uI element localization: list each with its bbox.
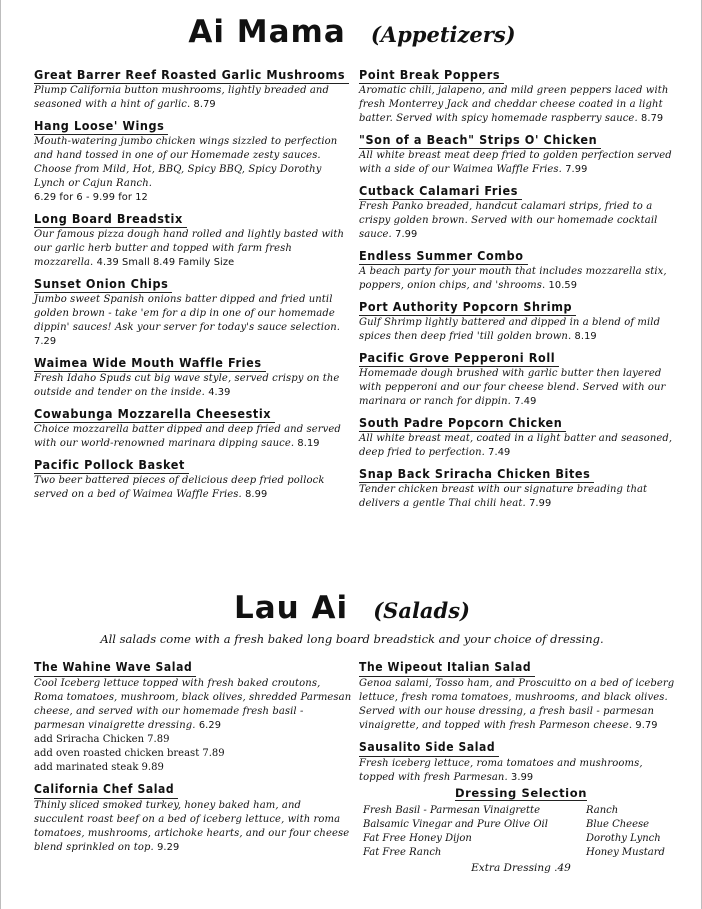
menu-item	[34, 352, 352, 400]
menu-item	[359, 64, 681, 126]
item-name: Sunset Onion Chips	[34, 275, 172, 293]
item-name: Great Barrer Reef Roasted Garlic Mushrooms	[34, 66, 349, 84]
item-name: Cutback Calamari Fries	[359, 182, 522, 200]
item-desc: Fresh iceberg lettuce, roma tomatoes and mushrooms, topped with fresh Parmesan.	[359, 758, 643, 783]
menu-item	[34, 208, 352, 270]
addon: add marinated steak 9.89	[34, 762, 164, 773]
item-desc: A beach party for your mouth that includes mozzarella stix, poppers, onion chips, and 'shrooms.	[359, 266, 667, 291]
salads-note: All salads come with a fresh baked long board breadstick and your choice of dressing.	[100, 632, 604, 646]
item-desc: Mouth-watering jumbo chicken wings sizzled to perfection and hand tossed in one of our Homemade zesty sauces. Choose from Mild, Hot, BBQ, Spicy BBQ, Spicy Dorothy Lynch or Cajun Ranch.	[34, 136, 338, 189]
menu-item	[34, 273, 352, 349]
salads-title	[1, 590, 702, 626]
item-price: 7.99	[565, 164, 588, 175]
item-desc: Our famous pizza dough hand rolled and lightly basted with our garlic herb butter and topped with farm fresh mozzarella.	[34, 229, 345, 268]
item-price: 6.29	[198, 720, 222, 731]
dressing-selection	[361, 786, 681, 874]
item-name: The Wahine Wave Salad	[34, 659, 196, 677]
item-desc: Thinly sliced smoked turkey, honey baked ham, and succulent roast beef on a bed of iceberg lettuce, with roma tomatoes, mushrooms, artichoke hearts, and our four cheese blend sprinkled on top.	[34, 800, 350, 853]
item-name: Pacific Grove Pepperoni Roll	[359, 349, 559, 367]
item-name: Port Authority Popcorn Shrimp	[359, 298, 576, 316]
item-price: 4.39	[208, 387, 231, 398]
item-name: Endless Summer Combo	[359, 247, 528, 265]
salads-right-column	[359, 656, 681, 788]
item-price: 7.49	[488, 447, 511, 458]
item-desc: Jumbo sweet Spanish onions batter dipped and fried until golden brown - take 'em for a dip in one of our homemade dippin' sauces! Ask your server for today's sauce selection.	[34, 294, 341, 333]
salads-left-column	[34, 656, 352, 858]
item-desc: Homemade dough brushed with garlic butter then layered with pepperoni and our four cheese blend. Served with our marinara or ranch for dippin.	[359, 368, 666, 407]
menu-item	[34, 403, 352, 451]
appetizers-left-column	[34, 64, 352, 505]
item-price: 8.99	[245, 489, 268, 500]
item-desc: Tender chicken breast with our signature breading that delivers a gentle Thai chili heat.	[359, 484, 648, 509]
extra-dressing: Extra Dressing .49	[471, 862, 571, 874]
menu-item	[359, 736, 681, 785]
appetizers-title-main: Ai Mama	[188, 14, 346, 50]
item-name: "Son of a Beach" Strips O' Chicken	[359, 131, 601, 149]
item-price: 9.79	[635, 720, 658, 731]
item-price: 3.99	[511, 772, 534, 783]
item-price: 7.99	[529, 498, 552, 509]
dressing-option: Fat Free Ranch	[363, 847, 442, 858]
item-price: 7.29	[34, 336, 57, 347]
item-desc: All white breast meat deep fried to golden perfection served with a side of our Waimea Waffle Fries.	[359, 150, 672, 175]
item-name: Sausalito Side Salad	[359, 739, 499, 757]
item-name: Hang Loose' Wings	[34, 117, 168, 135]
dressing-option: Honey Mustard	[586, 847, 665, 858]
item-name: Long Board Breadstix	[34, 210, 187, 228]
salads-title-main: Lau Ai	[234, 590, 349, 626]
menu-item	[359, 180, 681, 242]
item-price: 6.29 for 6 - 9.99 for 12	[34, 192, 148, 203]
menu-item	[359, 296, 681, 344]
item-name: Waimea Wide Mouth Waffle Fries	[34, 354, 266, 372]
dressing-option: Fresh Basil - Parmesan Vinaigrette	[363, 805, 540, 816]
menu-item	[34, 454, 352, 502]
menu-item	[359, 463, 681, 511]
item-price: 8.19	[297, 438, 320, 449]
item-desc: Plump California button mushrooms, lightly breaded and seasoned with a hint of garlic.	[34, 85, 329, 110]
item-desc: Gulf Shrimp lightly battered and dipped in a blend of mild spices then deep fried 'till golden brown.	[359, 317, 661, 342]
item-desc: Two beer battered pieces of delicious deep fried pollock served on a bed of Waimea Waffle Fries.	[34, 475, 325, 500]
dressing-option: Fat Free Honey Dijon	[363, 833, 472, 844]
dressing-option: Blue Cheese	[586, 819, 650, 830]
item-price: 8.19	[574, 331, 597, 342]
menu-item	[34, 778, 352, 855]
item-desc: Fresh Panko breaded, handcut calamari strips, fried to a crispy golden brown. Served with our homemade cocktail sauce.	[359, 201, 658, 240]
menu-item	[359, 412, 681, 460]
menu-item	[34, 64, 352, 112]
menu-item	[359, 245, 681, 293]
item-desc: Choice mozzarella batter dipped and deep fried and served with our world-renowned marinara dipping sauce.	[34, 424, 341, 449]
item-price: 8.79	[193, 99, 216, 110]
item-desc: Cool Iceberg lettuce topped with fresh baked croutons, Roma tomatoes, mushroom, black olives, shredded Parmesan cheese, and served with our homemade fresh basil - parmesan vinaigrette dressing.	[34, 678, 352, 731]
item-desc: All white breast meat, coated in a light batter and seasoned, deep fried to perfection.	[359, 433, 673, 458]
addon: add oven roasted chicken breast 7.89	[34, 748, 225, 759]
menu-item	[34, 115, 352, 205]
item-price: 8.79	[641, 113, 664, 124]
menu-item	[34, 656, 352, 775]
dressing-option: Balsamic Vinegar and Pure Olive Oil	[363, 819, 548, 830]
appetizers-title	[1, 14, 702, 50]
dressing-title: Dressing Selection	[454, 786, 588, 800]
item-price: 7.99	[395, 229, 418, 240]
menu-item	[359, 656, 681, 733]
appetizers-right-column	[359, 64, 681, 514]
dressing-list-right	[586, 804, 681, 860]
item-price: 9.29	[157, 842, 180, 853]
item-name: Cowabunga Mozzarella Cheesestix	[34, 405, 275, 423]
appetizers-title-sub: (Appetizers)	[370, 22, 516, 47]
dressing-list-left	[361, 804, 548, 860]
menu-item	[359, 129, 681, 177]
item-name: Snap Back Sriracha Chicken Bites	[359, 465, 594, 483]
item-name: Point Break Poppers	[359, 66, 504, 84]
item-name: California Chef Salad	[34, 781, 178, 799]
item-price: 4.39 Small 8.49 Family Size	[96, 257, 235, 268]
dressing-option: Dorothy Lynch	[586, 833, 661, 844]
item-price: 10.59	[548, 280, 578, 291]
item-desc: Aromatic chili, jalapeno, and mild green peppers laced with fresh Monterrey Jack and cheddar cheese coated in a light batter. Served with spicy homemade raspberry sauce.	[359, 85, 669, 124]
item-price: 7.49	[514, 396, 537, 407]
menu-item	[359, 347, 681, 409]
item-desc: Fresh Idaho Spuds cut big wave style, served crispy on the outside and tender on the inside.	[34, 373, 340, 398]
salads-title-sub: (Salads)	[373, 598, 470, 623]
addon: add Sriracha Chicken 7.89	[34, 734, 170, 745]
item-desc: Genoa salami, Tosso ham, and Proscuitto on a bed of iceberg lettuce, fresh roma tomatoes, mushrooms, and black olives. Served with our house dressing, a fresh basil - parmesan vinaigrette, and topped with fresh Parmeson cheese.	[359, 678, 675, 731]
item-name: Pacific Pollock Basket	[34, 456, 189, 474]
item-name: The Wipeout Italian Salad	[359, 659, 535, 677]
item-name: South Padre Popcorn Chicken	[359, 414, 566, 432]
dressing-option: Ranch	[586, 805, 619, 816]
